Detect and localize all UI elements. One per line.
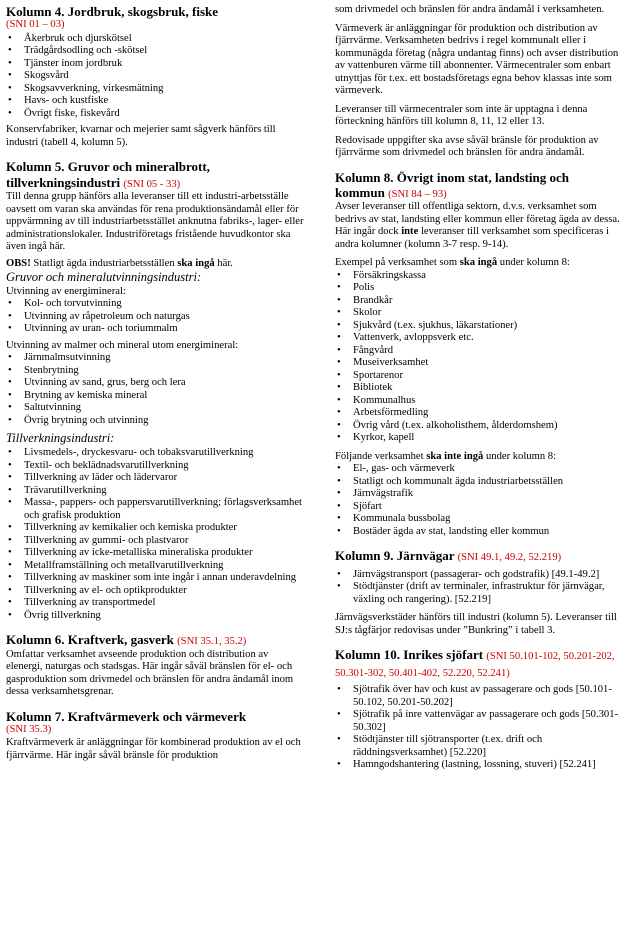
paragraph: Redovisade uppgifter ska avse såväl bränsle för produktion av fjärrvärme som drivmedel och bränslen för andra ändamål. <box>335 134 599 158</box>
list-item: • Brandkår <box>335 295 625 308</box>
list-item: • Sjöfart <box>335 501 625 514</box>
heading-text: Kolumn 9. Järnvägar <box>335 548 455 564</box>
section-kolumn-9 <box>335 548 625 637</box>
section-heading <box>335 548 625 565</box>
list-item: • Museiverksamhet <box>335 357 625 370</box>
list-item: • Stödtjänster (drift av terminaler, infrastruktur för järnvägar, växling och rangering). [52.219] <box>335 581 625 606</box>
text-run: Följande verksamhet <box>335 450 424 462</box>
list-item: • Övrig brytning och utvinning <box>6 415 306 428</box>
list-item: • Sjötrafik över hav och kust av passagerare och gods [50.101-50.102, 50.201-50.202] <box>335 684 625 709</box>
sni-code: (SNI 35.1, 35.2) <box>177 636 247 648</box>
sni-code: (SNI 05 - 33) <box>123 178 181 190</box>
list-item: • Stenbrytning <box>6 365 306 378</box>
subheading: Tillverkningsindustri: <box>6 431 115 446</box>
list-item: • Bostäder ägda av stat, landsting eller kommun <box>335 526 625 539</box>
list-item: • Hamngodshantering (lastning, lossning, stuveri) [52.241] <box>335 759 625 772</box>
section-kolumn-7-continued <box>335 4 625 160</box>
sni-code: (SNI 01 – 03) <box>6 19 65 31</box>
list-item: • Trädgårdsodling och -skötsel <box>6 45 306 58</box>
text-run: under kolumn 8: <box>499 257 570 269</box>
list-item: • Försäkringskassa <box>335 270 625 283</box>
list-item: • Skogsvård <box>6 70 306 83</box>
obs-note <box>6 258 306 271</box>
list-item: • Havs- och kustfiske <box>6 95 306 108</box>
group-label: Utvinning av energimineral: <box>6 285 126 297</box>
heading-line: tillverkningsindustri <box>6 174 121 190</box>
bullet-list <box>6 447 306 622</box>
list-item: • Järnvägstrafik <box>335 488 625 501</box>
section-heading <box>6 159 306 191</box>
section-kolumn-5 <box>6 159 306 622</box>
obs-label: OBS! <box>6 257 31 269</box>
list-item: • Järnmalmsutvinning <box>6 352 306 365</box>
paragraph: Järnvägsverkstäder hänförs till industri (kolumn 5). Leveranser till SJ:s tågfärjor redovisas under ”Bunkring” i tabell 3. <box>335 612 617 636</box>
paragraph: Omfattar verksamhet avseende produktion och distribution av elenergi, naturgas och stadsgas. Här ingår såväl bränslen för el- och gasproduktion som drivmedel och bränslen för andra ändamål inom dessa verksamhetsgrenar. <box>6 648 294 698</box>
bullet-list <box>335 569 625 607</box>
list-item: • Järnvägstransport (passagerar- och godstrafik) [49.1-49.2] <box>335 569 625 582</box>
list-item: • Brytning av kemiska mineral <box>6 390 306 403</box>
text-run: leveranser till verksamhet som specificeras i andra kolumner (kolumn 3-7 resp. 9-14). <box>335 226 609 250</box>
list-item: • Bibliotek <box>335 382 625 395</box>
subheading: Gruvor och mineralutvinningsindustri: <box>6 270 202 285</box>
list-item: • Massa-, pappers- och pappersvarutillverkning; förlagsverksamhet och grafisk produktion <box>6 497 306 522</box>
sni-code: (SNI 84 – 93) <box>388 188 447 200</box>
bullet-list <box>335 684 625 772</box>
list-item: • Sportarenor <box>335 370 625 383</box>
bullet-list <box>335 270 625 445</box>
list-item: • Övrig tillverkning <box>6 610 306 623</box>
section-kolumn-7 <box>6 709 306 763</box>
group-label: Utvinning av malmer och mineral utom energimineral: <box>6 339 239 351</box>
group-label <box>335 257 625 270</box>
list-item: • Stödtjänster till sjötransporter (t.ex. drift och räddningsverksamhet) [52.220] <box>335 734 625 759</box>
list-item: • Åkerbruk och djurskötsel <box>6 33 306 46</box>
list-item: • Tillverkning av transportmedel <box>6 597 306 610</box>
paragraph: Till denna grupp hänförs alla leveranser till ett industri-arbetsställe oavsett om varan ska användas för rena produktionsändamål eller för uppvärmning av till industriarbetsstället anknutna fabriks-, lager- eller administrationslokaler. Industriföretags fristående huvudkontor ska även ingå här. <box>6 191 304 253</box>
list-item: • Skogsavverkning, virkesmätning <box>6 83 306 96</box>
list-item: • Trävarutillverkning <box>6 485 306 498</box>
paragraph: Kraftvärmeverk är anläggningar för kombinerad produktion av el och fjärrvärme. Här ingår såväl bränsle för produktion <box>6 737 301 761</box>
emphasis: ska ingå <box>459 257 498 269</box>
list-item: • Vattenverk, avloppsverk etc. <box>335 332 625 345</box>
heading-text: Kolumn 6. Kraftverk, gasverk <box>6 632 174 648</box>
sni-code: (SNI 35.3) <box>6 723 52 735</box>
list-item: • Statligt och kommunalt ägda industriarbetsställen <box>335 476 625 489</box>
heading-text: Kolumn 10. Inrikes sjöfart <box>335 647 484 663</box>
heading-line: Kolumn 8. Övrigt inom stat, landsting och <box>335 169 570 185</box>
list-item: • Arbetsförmedling <box>335 407 625 420</box>
bullet-list <box>335 463 625 538</box>
list-item: • Metallframställning och metallvarutillverkning <box>6 560 306 573</box>
list-item: • Kol- och torvutvinning <box>6 298 306 311</box>
section-heading: Kolumn 4. Jordbruk, skogsbruk, fiske <box>6 4 219 19</box>
paragraph: som drivmedel och bränslen för andra ändamål i verksamheten. <box>335 4 605 15</box>
text-run: här. <box>217 257 233 269</box>
group-label <box>335 451 625 464</box>
list-item: • Övrigt fiske, fiskevård <box>6 108 306 121</box>
list-item: • Övrig vård (t.ex. alkoholisthem, ålderdomshem) <box>335 420 625 433</box>
sni-code: (SNI 49.1, 49.2, 52.219) <box>457 552 562 564</box>
section-heading: Kolumn 7. Kraftvärmeverk och värmeverk <box>6 708 247 724</box>
list-item: • Utvinning av sand, grus, berg och lera <box>6 377 306 390</box>
bullet-list <box>6 33 306 121</box>
section-heading <box>335 170 625 202</box>
list-item: • El-, gas- och värmeverk <box>335 463 625 476</box>
left-column <box>6 4 306 762</box>
bullet-list <box>6 352 306 427</box>
emphasis: ska ingå <box>177 257 215 269</box>
emphasis: ska inte ingå <box>426 450 484 462</box>
list-item: • Tillverkning av kemikalier och kemiska produkter <box>6 522 306 535</box>
heading-line: kommun <box>335 184 385 200</box>
paragraph: Konservfabriker, kvarnar och mejerier samt sågverk hänförs till industri (tabell 4, kolumn 5). <box>6 124 276 148</box>
list-item: • Tillverkning av läder och lädervaror <box>6 472 306 485</box>
section-kolumn-10 <box>335 647 625 772</box>
text-run: Statligt ägda industriarbetsställen <box>33 257 175 269</box>
section-kolumn-6 <box>6 632 306 699</box>
list-item: • Skolor <box>335 307 625 320</box>
list-item: • Livsmedels-, dryckesvaru- och tobaksvarutillverkning <box>6 447 306 460</box>
list-item: • Tillverkning av el- och optikprodukter <box>6 585 306 598</box>
bullet-list <box>6 298 306 336</box>
paragraph: Värmeverk är anläggningar för produktion och distribution av fjärrvärme. Verksamheten bedrivs i regel kommunalt eller i kommunägda företag (några undantag finns) och avser distribution av vattenburen värme till abonnenter. Värmecentraler som enbart utnyttjas för t.ex. ett bostadsföretags egna behov klassas inte som värmeverk. <box>335 22 619 96</box>
list-item: • Utvinning av råpetroleum och naturgas <box>6 311 306 324</box>
heading-line: Kolumn 5. Gruvor och mineralbrott, <box>6 159 210 175</box>
sni-code: (SNI 50.101-102, 50.201-202, 50.301-302, 50.401-402, 52.220, 52.241) <box>335 651 615 679</box>
section-heading <box>335 647 625 680</box>
text-run: Avser leveranser till offentliga sektorn, d.v.s. verksamhet som bedrivs av stat, landsting eller kommun eller företag ägda av dessa. Här ingår dock <box>335 201 620 238</box>
list-item: • Tillverkning av gummi- och plastvaror <box>6 535 306 548</box>
right-column <box>335 4 625 772</box>
list-item: • Kyrkor, kapell <box>335 432 625 445</box>
list-item: • Kommunalhus <box>335 395 625 408</box>
list-item: • Sjukvård (t.ex. sjukhus, läkarstationer) <box>335 320 625 333</box>
list-item: • Fångvård <box>335 345 625 358</box>
list-item: • Sjötrafik på inre vattenvägar av passagerare och gods [50.301-50.302] <box>335 709 625 734</box>
list-item: • Tjänster inom jordbruk <box>6 58 306 71</box>
text-run: under kolumn 8: <box>485 450 557 462</box>
section-kolumn-8 <box>335 170 625 539</box>
text-run: Exempel på verksamhet som <box>335 257 458 269</box>
list-item: • Utvinning av uran- och toriummalm <box>6 323 306 336</box>
section-heading <box>6 632 306 649</box>
list-item: • Textil- och beklädnadsvarutillverkning <box>6 460 306 473</box>
list-item: • Polis <box>335 282 625 295</box>
section-kolumn-4 <box>6 4 306 149</box>
list-item: • Kommunala bussbolag <box>335 513 625 526</box>
emphasis: inte <box>401 226 419 238</box>
paragraph <box>335 201 625 251</box>
paragraph: Leveranser till värmecentraler som inte är upptagna i denna förteckning hänförs till kolumn 8, 11, 12 eller 13. <box>335 103 588 127</box>
list-item: • Tillverkning av icke-metalliska mineraliska produkter <box>6 547 306 560</box>
list-item: • Saltutvinning <box>6 402 306 415</box>
list-item: • Tillverkning av maskiner som inte ingår i annan underavdelning <box>6 572 306 585</box>
